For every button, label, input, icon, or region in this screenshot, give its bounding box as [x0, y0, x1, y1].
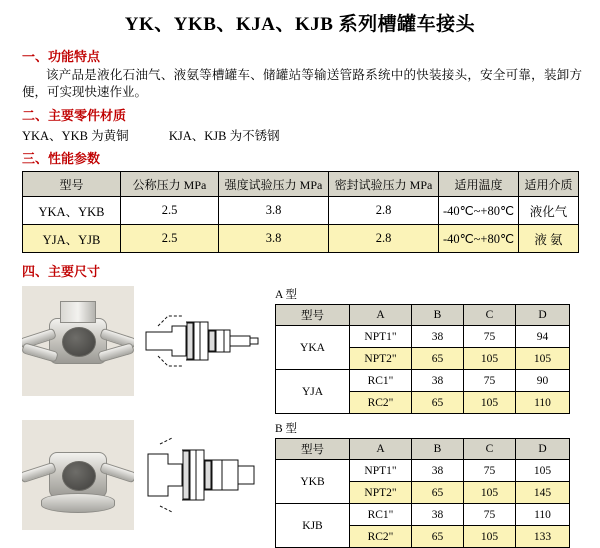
- dimB-r2-c4: 110: [516, 504, 570, 526]
- dimA-r2-c3: 75: [464, 370, 516, 392]
- coupling-flange: [41, 493, 115, 513]
- dimension-table-b: [275, 438, 570, 548]
- dimA-r2-c2: 38: [412, 370, 464, 392]
- dimA-r0-c3: 75: [464, 326, 516, 348]
- perf-col-2: 强度试验压力 MPa: [219, 172, 329, 197]
- dimB-r1-c4: 145: [516, 482, 570, 504]
- perf-r0-c2: 3.8: [219, 197, 329, 225]
- dimB-r0-c3: 75: [464, 460, 516, 482]
- page-title: YK、YKB、KJA、KJB 系列槽罐车接头: [124, 14, 476, 35]
- line-drawing-b: [138, 420, 263, 530]
- dimA-r2-c1: RC1": [350, 370, 412, 392]
- line-drawing-a: [138, 286, 263, 396]
- perf-r0-c1: 2.5: [121, 197, 219, 225]
- dimension-group-a: [22, 286, 600, 414]
- dimension-block-a: [275, 286, 600, 414]
- photo-coupling-b: [22, 420, 134, 530]
- dimB-r3-c4: 133: [516, 526, 570, 548]
- dimension-block-b: [275, 420, 600, 548]
- perf-col-3: 密封试验压力 MPa: [329, 172, 439, 197]
- table-row: [23, 197, 579, 225]
- perf-r0-c5: 液化气: [519, 197, 579, 225]
- dimB-col-3: C: [464, 439, 516, 460]
- dimension-group-b: [22, 420, 600, 548]
- dimension-label-a: A 型: [275, 289, 298, 301]
- dimB-col-2: B: [412, 439, 464, 460]
- dimB-model-ykb: YKB: [276, 460, 350, 504]
- performance-table-wrap: [22, 171, 600, 253]
- dimA-r2-c4: 90: [516, 370, 570, 392]
- section-heading-performance: 三、性能参数: [22, 151, 101, 166]
- coupling-lever-left: [22, 462, 57, 484]
- dimA-col-1: A: [350, 305, 412, 326]
- dimension-table-a: [275, 304, 570, 414]
- section-heading-material: 二、主要零件材质: [22, 108, 127, 123]
- dimB-r3-c1: RC2": [350, 526, 412, 548]
- dimB-model-kjb: KJB: [276, 504, 350, 548]
- dimA-r3-c4: 110: [516, 392, 570, 414]
- dimB-col-4: D: [516, 439, 570, 460]
- perf-r1-c5: 液 氨: [519, 225, 579, 253]
- dimA-r0-c1: NPT1": [350, 326, 412, 348]
- perf-r0-c0: YKA、YKB: [23, 197, 121, 225]
- coupling-lever-right-lower: [97, 342, 134, 362]
- table-row: [276, 504, 570, 526]
- line-drawing-b-svg: [138, 420, 263, 530]
- section-heading-dimensions: 四、主要尺寸: [22, 264, 101, 279]
- coupling-lever-left-lower: [22, 342, 59, 362]
- dimB-col-1: A: [350, 439, 412, 460]
- table-row: [23, 225, 579, 253]
- perf-r0-c3: 2.8: [329, 197, 439, 225]
- perf-col-5: 适用介质: [519, 172, 579, 197]
- dimB-r2-c2: 38: [412, 504, 464, 526]
- material-lines: [22, 126, 600, 144]
- table-row: [276, 460, 570, 482]
- dimA-col-4: D: [516, 305, 570, 326]
- dimA-r0-c2: 38: [412, 326, 464, 348]
- coupling-body: [49, 452, 107, 498]
- dimB-r3-c3: 105: [464, 526, 516, 548]
- photo-coupling-a: [22, 286, 134, 396]
- perf-col-0: 型号: [23, 172, 121, 197]
- coupling-nipple: [60, 301, 96, 323]
- table-row: [276, 326, 570, 348]
- dimA-r0-c4: 94: [516, 326, 570, 348]
- perf-r1-c1: 2.5: [121, 225, 219, 253]
- coupling-illustration-a: [49, 318, 107, 364]
- dimA-r3-c2: 65: [412, 392, 464, 414]
- dimension-label-b: B 型: [275, 423, 298, 435]
- coupling-bore: [62, 461, 96, 491]
- dimB-r1-c3: 105: [464, 482, 516, 504]
- dimB-r1-c1: NPT2": [350, 482, 412, 504]
- perf-col-4: 适用温度: [439, 172, 519, 197]
- coupling-lever-right: [99, 462, 134, 484]
- performance-table: [22, 171, 579, 253]
- dimB-r0-c1: NPT1": [350, 460, 412, 482]
- dimB-r1-c2: 65: [412, 482, 464, 504]
- dimA-model-yja: YJA: [276, 370, 350, 414]
- perf-r0-c4: -40℃~+80℃: [439, 197, 519, 225]
- table-header-row: [23, 172, 579, 197]
- dimB-r2-c3: 75: [464, 504, 516, 526]
- dimA-col-2: B: [412, 305, 464, 326]
- dimA-col-0: 型号: [276, 305, 350, 326]
- dimA-r1-c3: 105: [464, 348, 516, 370]
- dimB-r0-c4: 105: [516, 460, 570, 482]
- table-row: [276, 370, 570, 392]
- table-header-row: [276, 305, 570, 326]
- material-line-b: KJA、KJB 为不锈钢: [168, 129, 280, 143]
- dimB-col-0: 型号: [276, 439, 350, 460]
- coupling-illustration-b: [49, 452, 107, 498]
- dimA-r1-c4: 105: [516, 348, 570, 370]
- perf-r1-c3: 2.8: [329, 225, 439, 253]
- perf-col-1: 公称压力 MPa: [121, 172, 219, 197]
- dimA-model-yka: YKA: [276, 326, 350, 370]
- features-body: 该产品是液化石油气、液氨等槽罐车、储罐站等输送管路系统中的快装接头，安全可靠，装卸方便，可实现快速作业。: [22, 68, 582, 99]
- section-heading-features: 一、功能特点: [22, 49, 101, 64]
- dimB-r3-c2: 65: [412, 526, 464, 548]
- dimB-r2-c1: RC1": [350, 504, 412, 526]
- perf-r1-c4: -40℃~+80℃: [439, 225, 519, 253]
- perf-r1-c2: 3.8: [219, 225, 329, 253]
- coupling-body: [49, 318, 107, 364]
- table-header-row: [276, 439, 570, 460]
- perf-r1-c0: YJA、YJB: [23, 225, 121, 253]
- material-line-a: YKA、YKB 为黄铜: [22, 129, 129, 143]
- coupling-bore: [62, 327, 96, 357]
- dimA-col-3: C: [464, 305, 516, 326]
- line-drawing-a-svg: [138, 286, 263, 396]
- dimA-r1-c1: NPT2": [350, 348, 412, 370]
- dimA-r3-c1: RC2": [350, 392, 412, 414]
- dimB-r0-c2: 38: [412, 460, 464, 482]
- dimA-r3-c3: 105: [464, 392, 516, 414]
- dimA-r1-c2: 65: [412, 348, 464, 370]
